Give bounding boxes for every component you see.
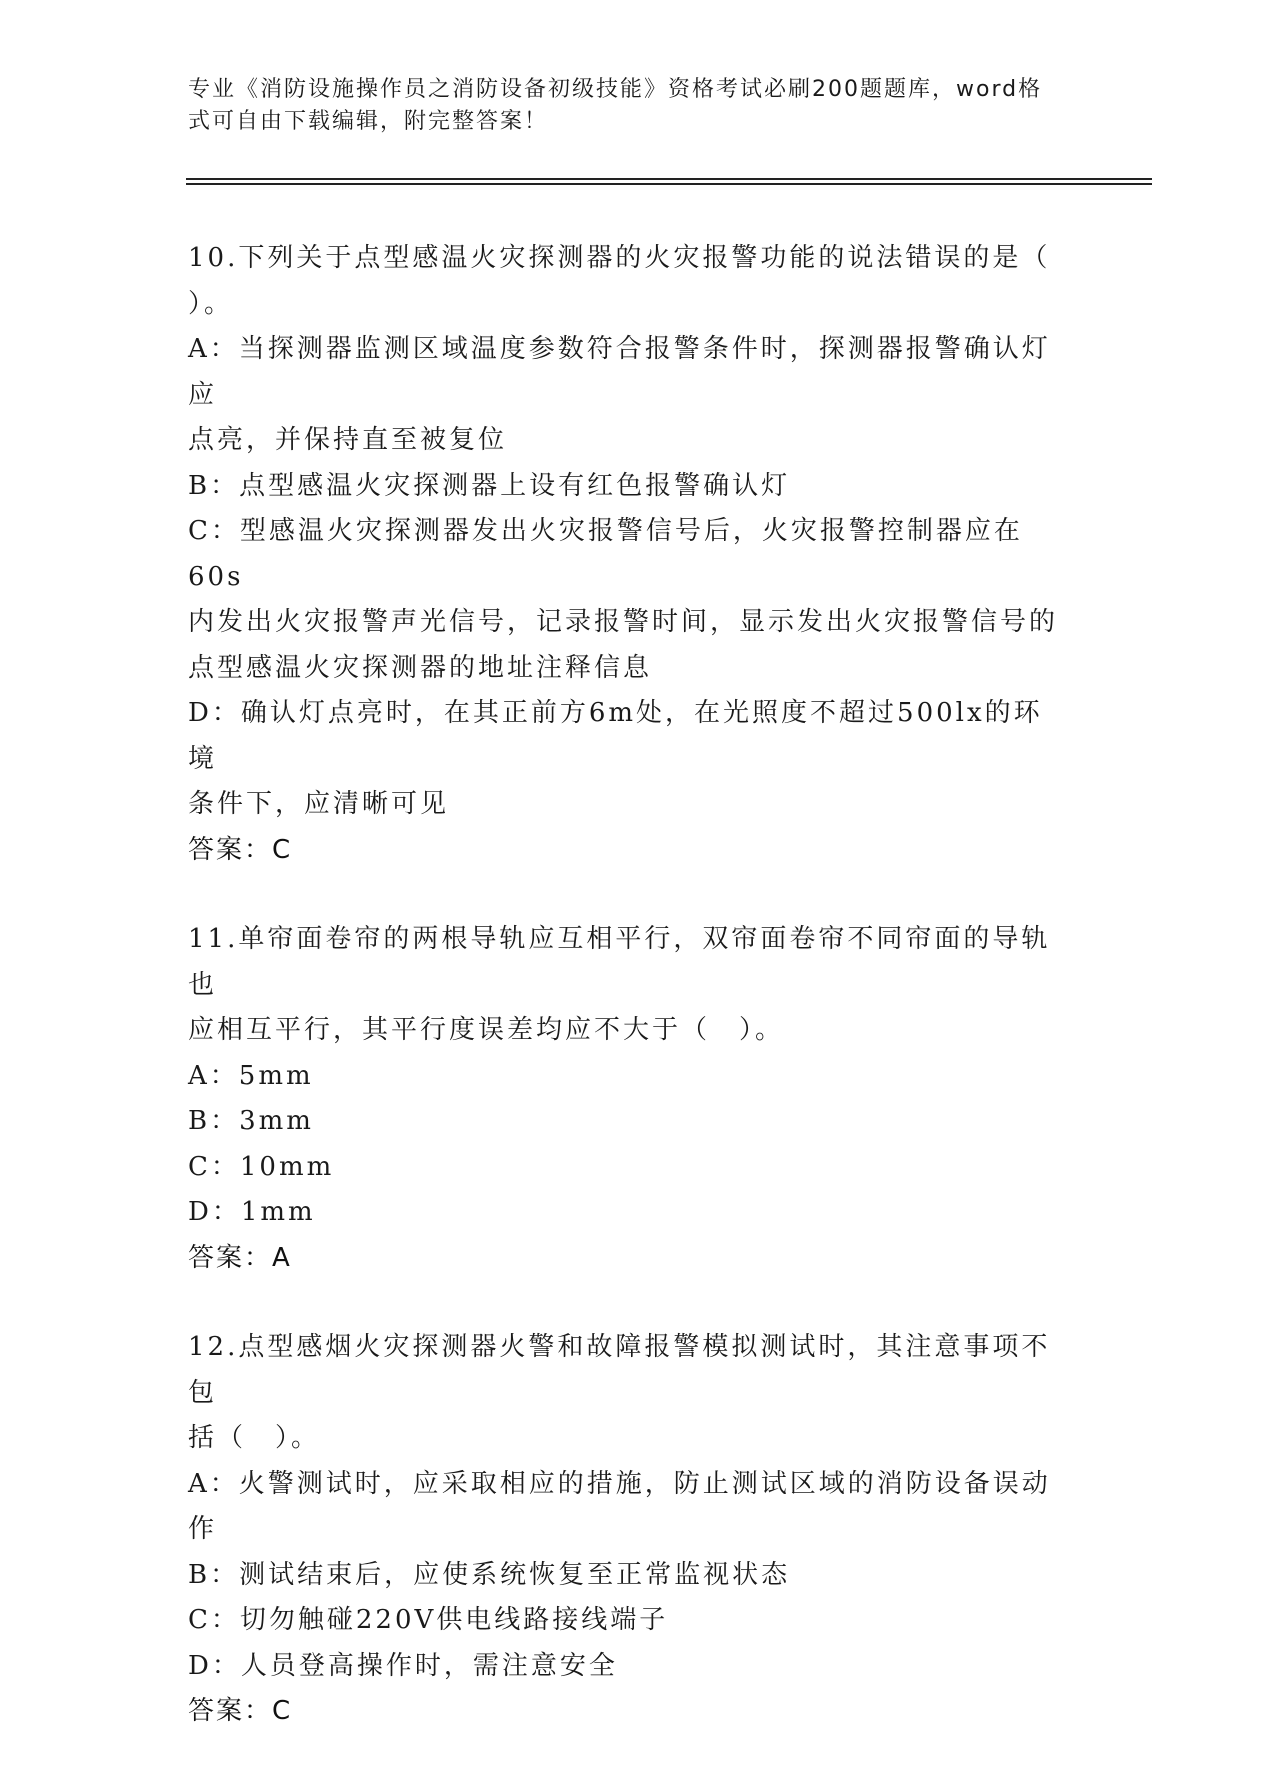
- document-header: [188, 74, 1068, 138]
- option-a-line: A：5mm: [188, 1060, 314, 1091]
- answer-label: 答案：C: [188, 834, 293, 865]
- header-line-2: 式可自由下载编辑，附完整答案！: [188, 109, 549, 134]
- question-stem-line: ）。: [188, 288, 234, 319]
- option-a-line: A：当探测器监测区域温度参数符合报警条件时，探测器报警确认灯应: [188, 334, 1051, 410]
- option-c-line: 内发出火灾报警声光信号，记录报警时间，显示发出火灾报警信号的: [188, 607, 1059, 637]
- option-c-line: C：型感温火灾探测器发出火灾报警信号后，火灾报警控制器应在60s: [188, 516, 1023, 592]
- header-divider-bottom: [186, 183, 1152, 185]
- question-stem-line: 应相互平行，其平行度误差均应不大于（ ）。: [188, 1015, 785, 1045]
- header-divider-top: [186, 178, 1152, 180]
- answer-label: 答案：A: [188, 1242, 292, 1273]
- question-list: [188, 236, 1068, 1779]
- question-stem-line: 12.点型感烟火灾探测器火警和故障报警模拟测试时，其注意事项不包: [188, 1332, 1051, 1408]
- question-10: [188, 236, 1068, 873]
- option-d-line: 条件下，应清晰可见: [188, 789, 450, 819]
- option-c-line: C：切勿触碰220V供电线路接线端子: [188, 1605, 669, 1635]
- option-d-line: D：1mm: [188, 1197, 316, 1227]
- question-12: [188, 1325, 1068, 1735]
- option-d-line: D：人员登高操作时，需注意安全: [188, 1650, 618, 1681]
- header-line-1: 专业《消防设施操作员之消防设备初级技能》资格考试必刷200题题库，word格: [188, 77, 1043, 102]
- option-a-line: A：火警测试时，应采取相应的措施，防止测试区域的消防设备误动作: [188, 1468, 1051, 1544]
- option-c-line: 点型感温火灾探测器的地址注释信息: [188, 652, 653, 683]
- question-stem-line: 10.下列关于点型感温火灾探测器的火灾报警功能的说法错误的是（: [188, 243, 1051, 273]
- question-stem-line: 括（ ）。: [188, 1423, 321, 1453]
- option-a-line: 点亮，并保持直至被复位: [188, 425, 508, 455]
- option-b-line: B：点型感温火灾探测器上设有红色报警确认灯: [188, 470, 791, 501]
- answer-label: 答案：C: [188, 1696, 293, 1726]
- question-stem-line: 11.单帘面卷帘的两根导轨应互相平行，双帘面卷帘不同帘面的导轨也: [188, 924, 1051, 1000]
- option-d-line: D：确认灯点亮时，在其正前方6m处，在光照度不超过500lx的环境: [188, 698, 1043, 774]
- option-c-line: C：10mm: [188, 1151, 335, 1182]
- option-b-line: B：3mm: [188, 1106, 314, 1136]
- option-b-line: B：测试结束后，应使系统恢复至正常监视状态: [188, 1559, 791, 1590]
- question-11: [188, 917, 1068, 1281]
